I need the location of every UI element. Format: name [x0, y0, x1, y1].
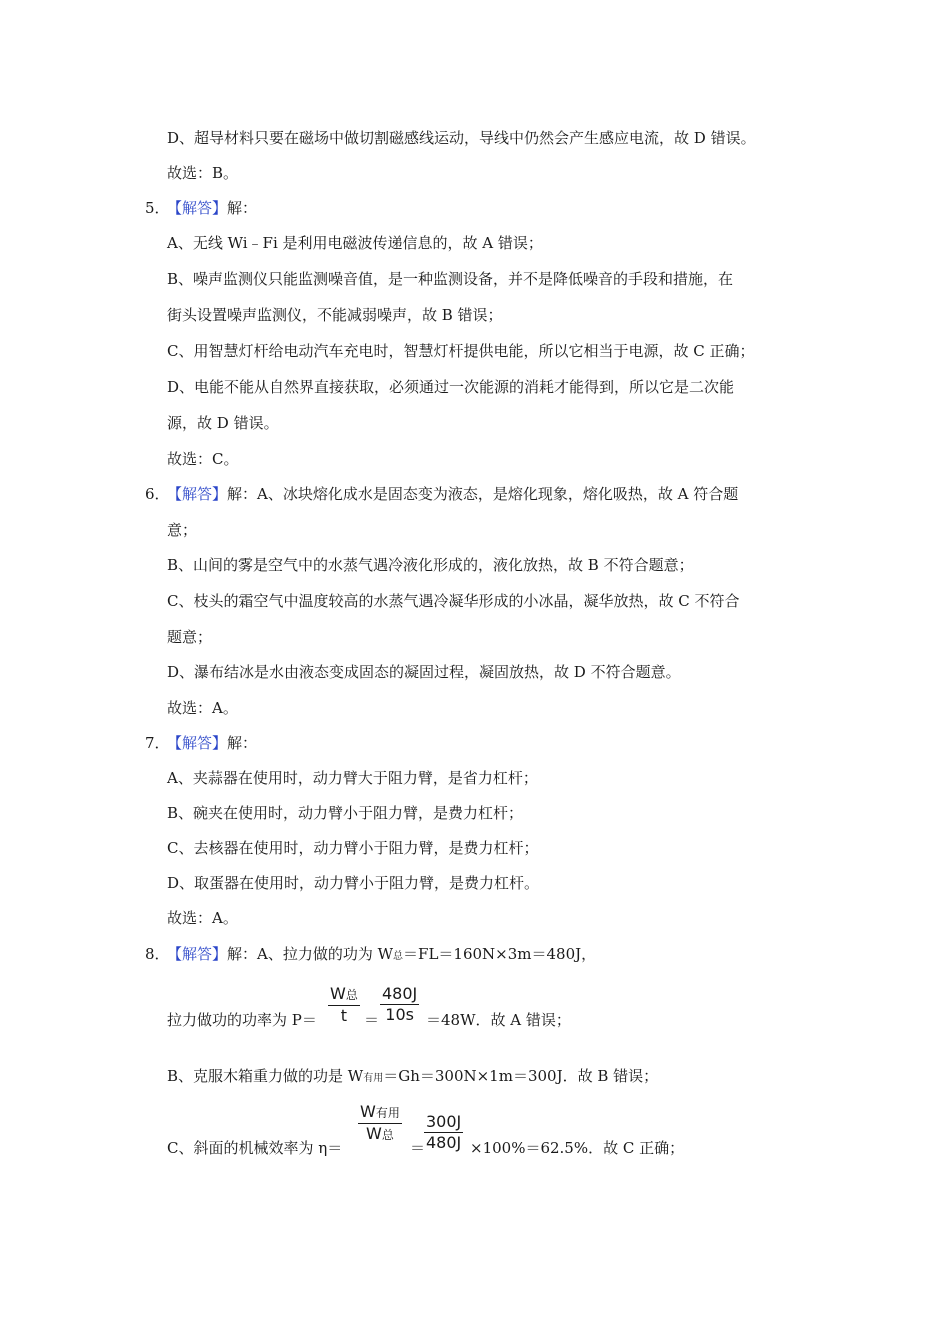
q8-power-equals: ＝ [364, 1011, 380, 1029]
q8-power-fraction-2 [380, 985, 419, 1024]
q7-number: 7． [145, 734, 170, 752]
q7-option-d: D、取蛋器在使用时，动力臂小于阻力臂，是费力杠杆。 [167, 874, 540, 892]
q8-efficiency-fraction-2 [424, 1113, 463, 1152]
q6-header [167, 484, 738, 504]
q8-eff-f2-numerator: 300J [426, 1112, 462, 1131]
q7-option-b: B、碗夹在使用时，动力臂小于阻力臂，是费力杠杆； [167, 804, 524, 822]
q8-eff-f1-numerator-sub: 有用 [375, 1106, 400, 1120]
q5-lead: 解： [227, 199, 258, 217]
q8-power-f2-numerator: 480J [382, 984, 418, 1003]
q8-power-fraction-1 [328, 985, 360, 1025]
q8-option-b [167, 1066, 658, 1089]
q5-option-b-line2: 街头设置噪声监测仪，不能减弱噪声，故 B 错误； [167, 306, 503, 324]
q8-eff-f1-denominator-sub: 总 [381, 1128, 394, 1142]
q5-solution-tag: 【解答】 [167, 199, 228, 217]
q8-number: 8． [145, 945, 170, 963]
q6-answer: 故选：A。 [167, 699, 238, 717]
q6-option-d: D、瀑布结冰是水由液态变成固态的凝固过程，凝固放热，故 D 不符合题意。 [167, 663, 681, 681]
q8-a-result: ＝FL＝160N×3m＝480J， [403, 945, 597, 963]
q8-efficiency-fraction-1 [358, 1103, 402, 1144]
q6-lead: 解：A、冰块熔化成水是固态变为液态，是熔化现象，熔化吸热，故 A 符合题 [227, 485, 739, 503]
q8-power-f1-numerator-sub: 总 [345, 988, 358, 1002]
q5-option-c: C、用智慧灯杆给电动汽车充电时，智慧灯杆提供电能，所以它相当于电源，故 C 正确； [167, 342, 755, 360]
q8-power-f2-denominator: 10s [385, 1005, 414, 1024]
q4-option-d: D、超导材料只要在磁场中做切割磁感线运动，导线中仍然会产生感应电流，故 D 错误。 [167, 129, 756, 147]
q8-efficiency-result: ×100%＝62.5%．故 C 正确； [470, 1139, 685, 1157]
q8-eff-f2-denominator: 480J [426, 1133, 462, 1152]
q8-option-a [167, 944, 596, 967]
q5-header [167, 198, 257, 218]
q4-answer: 故选：B。 [167, 164, 239, 182]
q6-option-c-line2: 题意； [167, 628, 213, 646]
q5-option-a: A、无线 Wi﹣Fi 是利用电磁波传递信息的，故 A 错误； [167, 234, 543, 252]
q8-b-text: B、克服木箱重力做的功是 W [167, 1067, 364, 1085]
q7-lead: 解： [227, 734, 258, 752]
q8-power-result: ＝48W．故 A 错误； [426, 1011, 571, 1029]
q7-option-c: C、去核器在使用时，动力臂小于阻力臂，是费力杠杆； [167, 839, 539, 857]
q8-solution-tag: 【解答】 [167, 945, 228, 963]
q8-a-text: 解：A、拉力做的功为 W [227, 945, 394, 963]
q8-a-subscript: 总 [393, 951, 404, 962]
q5-option-d-line2: 源，故 D 错误。 [167, 414, 279, 432]
q7-header [167, 733, 257, 753]
q8-eff-f1-denominator: W [366, 1124, 382, 1143]
q5-number: 5． [145, 199, 170, 217]
q8-efficiency-equals: ＝ [410, 1139, 426, 1157]
q6-number: 6． [145, 485, 170, 503]
q6-option-b: B、山间的雾是空气中的水蒸气遇冷液化形成的，液化放热，故 B 不符合题意； [167, 556, 694, 574]
q8-power-f1-denominator: t [340, 1006, 348, 1025]
q8-power-label: 拉力做功的功率为 P＝ [167, 1011, 317, 1029]
q6-option-c-line1: C、枝头的霜空气中温度较高的水蒸气遇冷凝华形成的小冰晶，凝华放热，故 C 不符合 [167, 592, 740, 610]
q7-answer: 故选：A。 [167, 909, 238, 927]
q5-option-b-line1: B、噪声监测仪只能监测噪音值，是一种监测设备，并不是降低噪音的手段和措施，在 [167, 270, 734, 288]
q5-option-d-line1: D、电能不能从自然界直接获取，必须通过一次能源的消耗才能得到，所以它是二次能 [167, 378, 735, 396]
q8-efficiency-label: C、斜面的机械效率为 η＝ [167, 1139, 343, 1157]
q7-solution-tag: 【解答】 [167, 734, 228, 752]
q6-solution-tag: 【解答】 [167, 485, 228, 503]
q8-b-result: ＝Gh＝300N×1m＝300J．故 B 错误； [383, 1067, 659, 1085]
q8-power-f1-numerator: W [330, 984, 346, 1003]
q6-lead-line2: 意； [167, 521, 198, 539]
q8-eff-f1-numerator: W [360, 1102, 376, 1121]
q7-option-a: A、夹蒜器在使用时，动力臂大于阻力臂，是省力杠杆； [167, 769, 538, 787]
q8-b-subscript: 有用 [363, 1073, 384, 1084]
q5-answer: 故选：C。 [167, 450, 239, 468]
